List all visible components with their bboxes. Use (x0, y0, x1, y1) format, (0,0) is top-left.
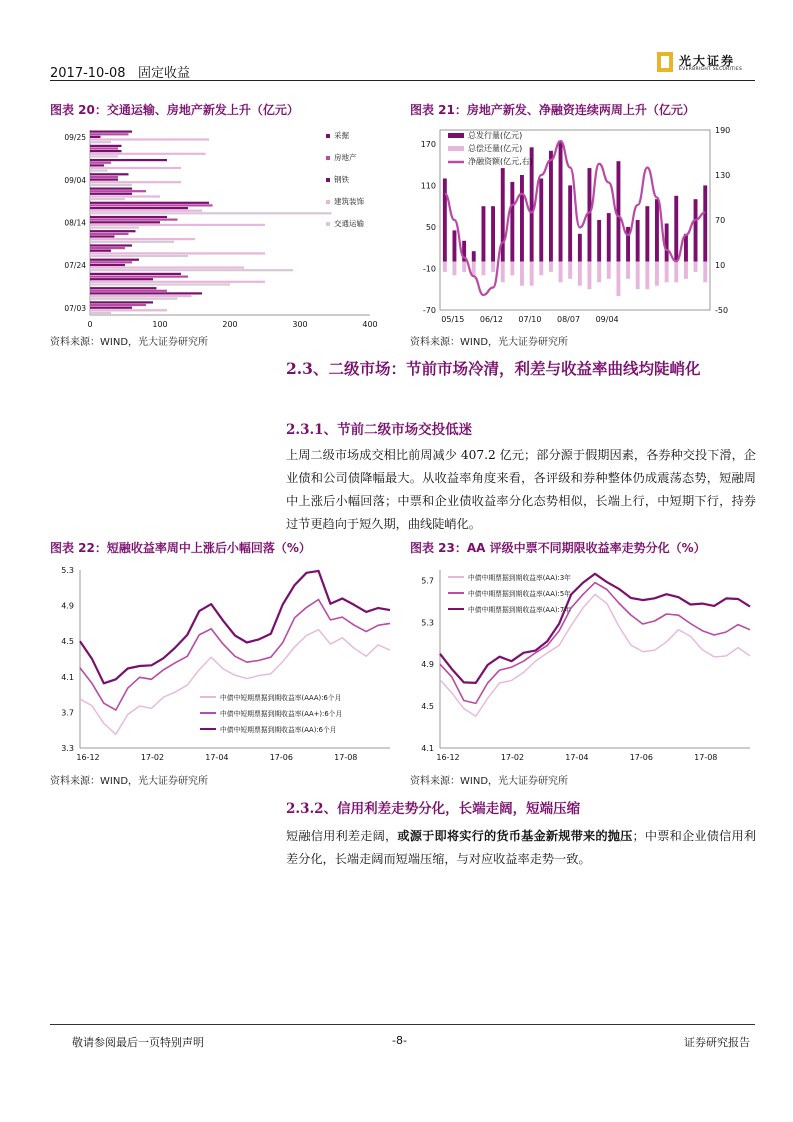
chart21-repayment-bar (665, 262, 669, 283)
chart21-repayment-bar (636, 262, 640, 290)
chart22-y-tick-label: 4.5 (61, 637, 74, 647)
chart20-y-tick-label: 09/04 (64, 175, 86, 185)
chart20-bar (90, 131, 132, 133)
chart20-bar (90, 136, 101, 138)
chart22-legend-label: 中债中短期票据到期收益率(AAA):6个月 (220, 694, 342, 702)
chart20-bar (90, 133, 129, 135)
chart20-bar (90, 292, 202, 294)
chart22-series-line (80, 630, 390, 735)
chart21-left-tick-label: 110 (420, 181, 436, 191)
chart21-repayment-bar (443, 262, 447, 272)
chart21-issuance-bar (607, 213, 611, 262)
chart20-x-tick-label: 400 (362, 320, 378, 329)
chart20-legend-swatch (326, 200, 330, 204)
chart20-bar (90, 153, 206, 155)
chart21-x-tick-label: 07/10 (518, 315, 542, 324)
chart20-bar (90, 193, 132, 195)
chart22-series-line (80, 571, 390, 683)
chart20-bar (90, 307, 132, 309)
chart21-issuance-bar (549, 151, 553, 262)
logo-mark-icon (657, 52, 673, 72)
chart20-bar (90, 221, 160, 223)
chart21-issuance-bar (443, 179, 447, 262)
chart21-x-tick-label: 05/15 (441, 315, 465, 324)
chart21-repayment-bar (530, 262, 534, 286)
chart21-repayment-bar (626, 262, 630, 279)
chart21-issuance-bar (588, 168, 592, 262)
chart21-repayment-bar (568, 262, 572, 279)
chart21-issuance-bar (694, 199, 698, 261)
chart21-issuance-bar (597, 220, 601, 262)
chart20-bar (90, 312, 111, 314)
chart21-issuance-bar (539, 179, 543, 262)
chart20-bar (90, 244, 132, 246)
chart20-bar (90, 261, 132, 263)
chart20-bar (90, 227, 139, 229)
chart21-repayment-bar (674, 262, 678, 283)
chart21-issuance-bar (510, 182, 514, 262)
chart20-bar (90, 173, 129, 175)
chart21-x-tick-label: 06/12 (479, 315, 503, 324)
chart21-repayment-bar (549, 262, 553, 272)
chart23-x-tick-label: 17-04 (565, 753, 589, 762)
chart21-issuance-bar (559, 140, 563, 261)
chart23-x-tick-label: 16-12 (436, 753, 460, 762)
chart21-source: 资料来源：WIND，光大证券研究所 (410, 337, 569, 348)
chart20-title: 图表 20：交通运输、房地产新发上升（亿元） (50, 103, 299, 117)
chart22-title: 图表 22：短融收益率周中上涨后小幅回落（%） (50, 541, 311, 555)
chart20-bar (90, 255, 188, 257)
footer-report-type: 证券研究报告 (684, 1036, 750, 1049)
chart21-left-tick-label: -70 (422, 306, 436, 315)
chart21-legend-label: 总发行量(亿元) (468, 131, 523, 140)
chart20-bar (90, 181, 181, 183)
chart20-bar (90, 179, 118, 181)
chart23-x-tick-label: 17-08 (694, 753, 718, 762)
chart21-repayment-bar (501, 262, 505, 283)
chart20-legend-swatch (326, 134, 330, 138)
chart21-repayment-bar (684, 262, 688, 279)
chart21-issuance-bar (520, 175, 524, 262)
chart23-x-tick-label: 17-06 (629, 753, 653, 762)
chart23-y-tick-label: 5.3 (421, 618, 434, 628)
chart20-bar (90, 238, 195, 240)
chart20-bar (90, 170, 108, 172)
chart21-left-tick-label: -10 (422, 264, 436, 274)
chart21-issuance-bar (674, 196, 678, 262)
header-date-category: 2017-10-08 固定收益 (50, 66, 190, 81)
chart21-right-tick-label: 10 (715, 261, 726, 270)
chart21-repayment-bar (588, 262, 592, 290)
chart21-x-tick-label: 09/04 (595, 315, 619, 324)
chart20-bar (90, 212, 332, 214)
chart20-legend-label: 建筑装饰 (334, 197, 364, 206)
chart20-bar (90, 235, 115, 237)
section-2-3-1-title: 2.3.1、节前二级市场交投低迷 (286, 422, 473, 438)
chart23-y-tick-label: 4.9 (421, 660, 434, 670)
chart21-issuance-bar (472, 251, 476, 261)
chart22-x-tick-label: 17-06 (269, 753, 293, 762)
chart20-bar (90, 145, 122, 147)
chart21-issuance-bar (568, 185, 572, 261)
chart22-y-tick-label: 5.3 (61, 566, 74, 575)
chart20-x-tick-label: 100 (152, 320, 168, 329)
chart21-issuance-bar (501, 168, 505, 262)
chart21-repayment-bar (578, 262, 582, 286)
chart20-bar (90, 233, 129, 235)
header-rule (50, 80, 755, 81)
chart21-repayment-bar (462, 262, 466, 272)
chart21-issuance-bar (482, 206, 486, 261)
chart21-repayment-bar (539, 262, 543, 276)
chart23-legend-label: 中债中期票据到期收益率(AA):7年 (468, 606, 571, 614)
chart22 (50, 562, 395, 770)
chart21-issuance-bar (636, 220, 640, 262)
chart21-repayment-bar (597, 262, 601, 283)
chart20-bar (90, 164, 104, 166)
chart20-bar (90, 188, 132, 190)
chart22-x-tick-label: 17-08 (334, 753, 358, 762)
chart20-bar (90, 190, 146, 192)
chart23-legend-label: 中债中期票据到期收益率(AA):3年 (468, 574, 571, 582)
chart20-bar (90, 147, 118, 149)
chart20-y-tick-label: 08/14 (64, 218, 86, 228)
chart22-legend-label: 中债中短期票据到期收益率(AA+):6个月 (220, 710, 343, 718)
chart21-issuance-bar (655, 199, 659, 261)
chart21-repayment-bar (607, 262, 611, 279)
chart20-bar (90, 202, 209, 204)
chart20 (50, 120, 395, 335)
chart20-bar (90, 250, 111, 252)
chart20-bar (90, 230, 136, 232)
chart20-bar (90, 210, 202, 212)
chart23-y-tick-label: 4.1 (421, 744, 434, 753)
chart21-repayment-bar (510, 262, 514, 276)
chart21-repayment-bar (617, 262, 621, 297)
chart20-x-tick-label: 0 (87, 320, 93, 329)
chart20-bar (90, 290, 167, 292)
footer-page-number: -8- (392, 1034, 407, 1047)
chart21-legend-swatch (448, 146, 464, 151)
chart22-source: 资料来源：WIND，光大证券研究所 (50, 776, 209, 787)
chart22-x-tick-label: 17-04 (205, 753, 229, 762)
chart21-repayment-bar (472, 262, 476, 276)
chart20-bar (90, 155, 118, 157)
chart20-bar (90, 269, 293, 271)
chart20-bar (90, 278, 153, 280)
chart20-y-tick-label: 07/24 (64, 261, 86, 271)
chart20-bar (90, 138, 209, 140)
chart23-legend-label: 中债中期票据到期收益率(AA):5年 (468, 590, 571, 598)
chart23-series-line (440, 583, 750, 704)
chart22-x-tick-label: 16-12 (76, 753, 100, 762)
chart20-bar (90, 207, 188, 209)
chart20-source: 资料来源：WIND，光大证券研究所 (50, 337, 209, 348)
chart21-repayment-bar (703, 262, 707, 283)
chart20-bar (90, 216, 167, 218)
section-2-3-title: 2.3、二级市场：节前市场冷清，利差与收益率曲线均陡峭化 (286, 359, 701, 378)
chart21-left-tick-label: 170 (420, 139, 436, 149)
chart21-legend-label: 净融资额(亿元,右) (468, 157, 533, 166)
chart22-y-tick-label: 3.3 (61, 744, 74, 753)
chart20-bar (90, 241, 174, 243)
chart20-bar (90, 259, 139, 261)
chart21-x-tick-label: 08/07 (557, 315, 581, 324)
chart21-right-tick-label: 130 (715, 171, 731, 180)
chart23-x-tick-label: 17-02 (500, 753, 525, 762)
chart20-legend-swatch (326, 222, 330, 226)
chart23-title: 图表 23：AA 评级中票不同期限收益率走势分化（%） (410, 541, 706, 555)
chart21-left-tick-label: 50 (425, 222, 436, 232)
chart20-bar (90, 287, 157, 289)
footer-rule (50, 1024, 755, 1025)
chart20-bar (90, 283, 230, 285)
chart21-legend-swatch (448, 133, 464, 138)
chart23-y-tick-label: 4.5 (421, 702, 434, 712)
chart21-issuance-bar (665, 224, 669, 262)
chart21-issuance-bar (617, 161, 621, 261)
chart20-bar (90, 150, 122, 152)
chart21 (410, 120, 755, 335)
logo-text-en: EVERBRIGHT SECURITIES (679, 67, 743, 72)
chart20-bar (90, 159, 167, 161)
chart21-right-tick-label: -50 (715, 306, 729, 315)
chart20-bar (90, 184, 132, 186)
chart20-legend-label: 钢铁 (334, 175, 349, 184)
chart20-bar (90, 167, 181, 169)
chart20-legend-label: 交通运输 (334, 219, 364, 228)
chart21-repayment-bar (482, 262, 486, 276)
chart21-title: 图表 21：房地产新发、净融资连续两周上升（亿元） (410, 103, 695, 117)
chart20-legend-swatch (326, 178, 330, 182)
paragraph-2-3-2: 短融信用利差走阔，或源于即将实行的货币基金新规带来的抛压；中票和企业债信用利差分化，长端走阔而短端压缩，与对应收益率走势一致。 (286, 829, 757, 866)
chart20-bar (90, 273, 181, 275)
chart20-y-tick-label: 07/03 (64, 303, 86, 313)
chart22-y-tick-label: 4.1 (61, 672, 74, 682)
chart23-y-tick-label: 5.7 (421, 576, 434, 586)
chart20-bar (90, 281, 265, 283)
chart20-bar (90, 267, 244, 269)
logo-text-cn: 光大证券 (679, 54, 736, 68)
chart21-repayment-bar (645, 262, 649, 290)
chart21-repayment-bar (655, 262, 659, 286)
chart20-bar (90, 264, 125, 266)
chart20-bar (90, 224, 265, 226)
chart21-issuance-bar (491, 206, 495, 261)
chart21-right-tick-label: 70 (715, 216, 726, 225)
chart20-legend-label: 采掘 (334, 131, 349, 140)
chart21-repayment-bar (694, 262, 698, 272)
chart22-y-tick-label: 3.7 (61, 708, 74, 718)
chart20-x-tick-label: 300 (292, 320, 308, 329)
chart21-issuance-bar (453, 230, 457, 261)
chart20-bar (90, 276, 188, 278)
company-logo (657, 52, 757, 74)
chart21-repayment-bar (559, 262, 563, 283)
chart20-x-tick-label: 200 (222, 320, 238, 329)
chart22-x-tick-label: 17-02 (140, 753, 165, 762)
chart20-bar (90, 247, 125, 249)
section-2-3-2-title: 2.3.2、信用利差走势分化，长端走阔，短端压缩 (286, 801, 581, 817)
chart20-bar (90, 309, 167, 311)
paragraph-2-3-1: 上周二级市场成交相比前周减少 407.2 亿元；部分源于假期因素，各券种交投下滑，企业债和公司债降幅最大。从收益率角度来看，各评级和券种整体仍成震荡态势，短融周中上涨后小幅回落；中票和企业债收益率分化态势相似，长端上行，中短期下行，持券过节更趋向于短久期，曲线陡峭化。 (286, 448, 756, 531)
chart20-bar (90, 198, 125, 200)
chart22-legend-label: 中债中短期票据到期收益率(AA):6个月 (220, 726, 337, 734)
chart20-bar (90, 295, 192, 297)
chart22-y-tick-label: 4.9 (61, 601, 74, 611)
chart20-bar (90, 219, 178, 221)
chart21-issuance-bar (703, 185, 707, 261)
chart20-bar (90, 304, 146, 306)
footer-disclaimer: 敬请参阅最后一页特别声明 (72, 1036, 204, 1049)
chart21-legend-label: 总偿还量(亿元) (468, 144, 523, 153)
chart21-repayment-bar (491, 262, 495, 272)
chart20-legend-swatch (326, 156, 330, 160)
chart21-issuance-bar (578, 234, 582, 262)
chart21-issuance-bar (645, 206, 649, 261)
chart23 (410, 562, 755, 770)
chart20-bar (90, 252, 265, 254)
chart21-repayment-bar (520, 262, 524, 286)
chart20-bar (90, 141, 111, 143)
chart21-right-tick-label: 190 (715, 126, 731, 135)
chart23-source: 资料来源：WIND，光大证券研究所 (410, 776, 569, 787)
chart20-bar (90, 298, 178, 300)
chart20-bar (90, 162, 111, 164)
chart20-bar (90, 195, 160, 197)
chart21-repayment-bar (453, 262, 457, 276)
chart20-bar (90, 176, 118, 178)
chart20-bar (90, 301, 153, 303)
chart20-bar (90, 204, 213, 206)
chart20-legend-label: 房地产 (334, 153, 357, 162)
chart20-y-tick-label: 09/25 (64, 133, 86, 143)
